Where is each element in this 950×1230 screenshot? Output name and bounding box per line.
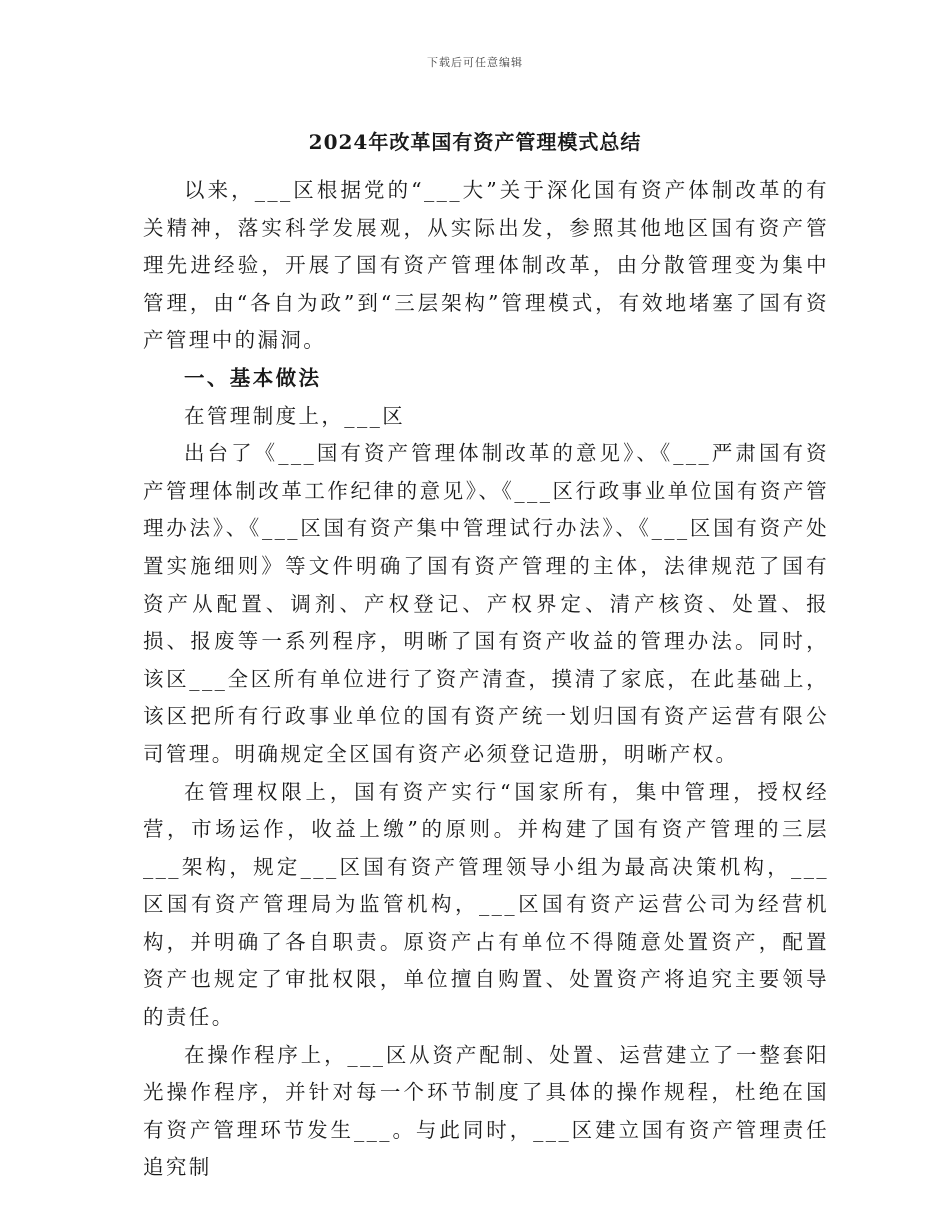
document-title: 2024年改革国有资产管理模式总结 (308, 130, 642, 154)
section-heading: 一、基本做法 (184, 365, 322, 390)
body-paragraph: 在管理权限上，国有资产实行“国家所有，集中管理，授权经营，市场运作，收益上缴”的原则。并构建了国有资产管理的三层___架构，规定___区国有资产管理领导小组为最高决策机构，___区国有资产管理局为监管机构，___区国有资产运营公司为经营机构，并明确了各自职责。原资产占有单位不得随意处置资产，配置资产也规定了审批权限，单位擅自购置、处置资产将追究主要领导的责任。 (143, 779, 829, 1030)
body-paragraph: 出台了《___国有资产管理体制改革的意见》、《___严肃国有资产管理体制改革工作纪律的意见》、《___区行政事业单位国有资产管理办法》、《___区国有资产集中管理试行办法》、《___区国有资产处置实施细则》等文件明确了国有资产管理的主体，法律规范了国有资产从配置、调剂、产权登记、产权界定、清产核资、处置、报损、报废等一系列程序，明晰了国有资产收益的管理办法。同时，该区___全区所有单位进行了资产清查，摸清了家底，在此基础上，该区把所有行政事业单位的国有资产统一划归国有资产运营有限公司管理。明确规定全区国有资产必须登记造册，明晰产权。 (143, 441, 829, 766)
document-body (143, 172, 829, 1187)
body-paragraph: 在操作程序上，___区从资产配制、处置、运营建立了一整套阳光操作程序，并针对每一个环节制度了具体的操作规程，杜绝在国有资产管理环节发生___。与此同时，___区建立国有资产管理责任追究制 (143, 1042, 829, 1180)
intro-paragraph: 以来，___区根据党的“___大”关于深化国有资产体制改革的有关精神，落实科学发展观，从实际出发，参照其他地区国有资产管理先进经验，开展了国有资产管理体制改革，由分散管理变为集中管理，由“各自为政”到“三层架构”管理模式，有效地堵塞了国有资产管理中的漏洞。 (143, 178, 829, 353)
header-note: 下载后可任意编辑 (427, 56, 523, 69)
body-paragraph: 在管理制度上，___区 (184, 403, 406, 428)
